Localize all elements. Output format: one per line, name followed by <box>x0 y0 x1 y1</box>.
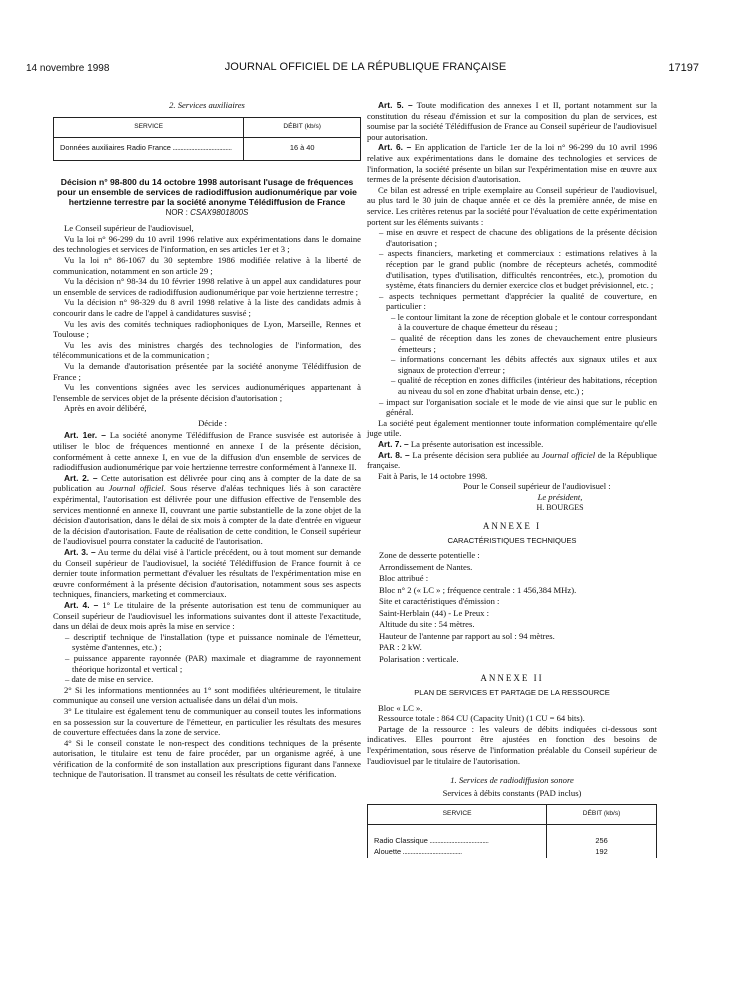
article-8: Art. 8. – La présente décision sera publiée au Journal officiel de la République française. <box>367 449 657 471</box>
table-cell-debit: 256 <box>547 836 657 847</box>
annex-line: PAR : 2 kW. <box>379 642 422 653</box>
bloc-line: Bloc « LC ». <box>378 702 423 713</box>
visa-line: Vu la demande d'autorisation présentée par la société anonyme Télédiffusion de France ; <box>53 360 361 382</box>
partage-paragraph: Partage de la ressource : les valeurs de débits indiquées ci-dessous sont indicatives. Elles pourront être ajustées en fonction des besoins de l'expérimentation, sous réserve de l'information préalable du Conseil supérieur de l'audiovisuel par le titulaire de l'autorisation. <box>367 723 657 766</box>
annex-line: Bloc attribué : <box>379 573 429 584</box>
annex-1-lines <box>379 550 657 665</box>
table-cell-debit: 192 <box>547 847 657 858</box>
annex-1-subtitle: CARACTÉRISTIQUES TECHNIQUES <box>447 535 577 545</box>
article-4-item-3: 3° Le titulaire est également tenu de communiquer au conseil toutes les informations en sa possession sur la couverture de l'émetteur, en particulier les résultats des mesures de couverture effectuées dans la zone de service. <box>53 705 361 738</box>
visa-line: Vu la loi n° 96-299 du 10 avril 1996 relative aux expérimentations dans le domaine des technologies et services de l'information, en ses articles 1er et 3 ; <box>53 233 361 255</box>
article-4: Art. 4. – 1° Le titulaire de la présente autorisation est tenu de communiquer au Conseil supérieur de l'audiovisuel les informations suivantes dont il atteste l'exactitude, dans un délai de deux mois après la mise en service : <box>53 599 361 632</box>
annex-line: Polarisation : verticale. <box>379 653 459 664</box>
article-4-item-2: 2° Si les informations mentionnées au 1° sont modifiées ultérieurement, le titulaire communique au conseil une version actualisée dans un délai d'un mois. <box>53 684 361 706</box>
list-item: – qualité de réception en zones difficiles (intérieur des habitations, réception au niveau du sol en zone d'habitat urbain dense, etc.) ; <box>391 375 657 396</box>
nor-reference: NOR : CSAX9801800S <box>165 207 249 217</box>
article-7: Art. 7. – La présente autorisation est incessible. <box>378 439 544 449</box>
visa-line: Vu la décision n° 98-329 du 8 avril 1998 relative à la liste des candidats admis à concourir dans le cadre de l'appel à candidatures susvisé ; <box>53 297 361 318</box>
header-date: 14 novembre 1998 <box>26 63 110 74</box>
left-column <box>53 100 361 780</box>
annex-2-subtitle: PLAN DE SERVICES ET PARTAGE DE LA RESSOURCE <box>414 687 610 697</box>
section-title: 2. Services auxiliaires <box>169 100 245 110</box>
section-1-title: 1. Services de radiodiffusion sonore <box>450 775 574 786</box>
impact-list <box>367 397 657 418</box>
list-item: – le contour limitant la zone de réception globale et le contour correspondant à la couverture de chaque émetteur du réseau ; <box>391 312 657 333</box>
article-1: Art. 1er. – La société anonyme Télédiffusion de France susvisée est autorisée à utiliser le bloc de fréquences mentionné en annexe I de la présente décision, conformément à cette annexe I, en vue de la diffusion d'un ensemble de services de radiodiffusion audionumérique par voie hertzienne terrestre conformément à l'annexe II. <box>53 430 361 473</box>
decision-title: Décision n° 98-800 du 14 octobre 1998 autorisant l'usage de fréquences pour un ensemble de services de radiodiffusion audionumérique par voie hertzienne terrestre par la société anonyme Télédiffusion de France <box>57 176 357 207</box>
list-item: – puissance apparente rayonnée (PAR) maximale et diagramme de rayonnement théorique horizontal et vertical ; <box>65 653 361 674</box>
list-item: – qualité de réception dans les zones de chevauchement entre plusieurs émetteurs ; <box>391 333 657 354</box>
col-header-debit: DÉBIT (kb/s) <box>244 117 361 137</box>
bilan-paragraph: Ce bilan est adressé en triple exemplaire au Conseil supérieur de l'audiovisuel, au plus tard le 30 juin de chaque année et ce dès la première année, de mise en service. Les critères retenus par la société pour l'évaluation de cette expérimentation portent sur les éléments suivants : <box>367 184 657 227</box>
list-item: – date de mise en service. <box>65 674 361 685</box>
visa-line: Vu les avis des comités techniques radiophoniques de Lyon, Marseille, Rennes et Toulouse ; <box>53 318 361 340</box>
article-2: Art. 2. – Cette autorisation est délivrée pour cinq ans à compter de la date de sa publication au Journal officiel. Sous réserve d'aléas techniques liés à son caractère expérimental, l'autorisation est délivrée pour une diffusion effective de l'ensemble des services mentionné en annexe II, couvrant une partie substantielle de la zone objet de la décision d'autorisation, dans le délai de six mois à compter de la date d'entrée en vigueur de la décision d'autorisation. Faute de réalisation de cette condition, le Conseil supérieur de l'audiovisuel pourra constater la caducité de l'autorisation. <box>53 472 361 547</box>
visa-line: Vu la décision n° 98-34 du 10 février 1998 relative à un appel aux candidatures pour un ensemble de services de radiodiffusion audionumérique par voie hertzienne terrestre ; <box>53 276 361 297</box>
signature-line: Pour le Conseil supérieur de l'audiovisuel : <box>463 481 611 492</box>
annex-line: Site et caractéristiques d'émission : <box>379 596 500 607</box>
list-item: – impact sur l'organisation sociale et le mode de vie ainsi que sur le public en général. <box>379 397 657 418</box>
list-item: – aspects financiers, marketing et commerciaux : estimations relatives à la réception par le grand public (nombre de récepteurs achetés, commodité d'utilisation, types d'utilisation, difficultés rencontrées, etc.), promotion du système, états financiers du dernier exercice clos et budget prévisionnel, etc. ; <box>379 248 657 290</box>
technical-criteria-list <box>367 312 657 397</box>
annex-line: Saint-Herblain (44) - Le Preux : <box>379 607 490 618</box>
visa-line: Vu les avis des ministres chargés des technologies de l'information, des télécommunications et de la communication ; <box>53 339 361 361</box>
table-cell-service: Données auxiliaires Radio France ..... <box>54 137 244 160</box>
visas-list <box>53 223 361 414</box>
annex-line: Bloc n° 2 (« LC » ; fréquence centrale : 1 456,384 MHz). <box>379 584 577 595</box>
header-page-number: 17197 <box>668 62 699 74</box>
list-item: – informations concernant les débits affectés aux signaux utiles et aux signaux de protection d'erreur ; <box>391 354 657 375</box>
col-header-service: SERVICE <box>368 805 547 825</box>
visa-line: Vu les conventions signées avec les services audionumériques appartenant à l'ensemble de services objet de la présente décision d'autorisation ; <box>53 382 361 403</box>
table-cell-service: Radio Classique ..... <box>368 836 547 847</box>
article-3: Art. 3. – Au terme du délai visé à l'article précédent, ou à tout moment sur demande du Conseil supérieur de l'audiovisuel, la société Télédiffusion de France fournit à ce dernier toute information permettant d'évaluer les résultats de l'expérimentation mise en œuvre conformément à la présente décision d'autorisation, notamment sous ses aspects techniques, financiers, marketing et commerciaux. <box>53 547 361 600</box>
mention-paragraph: La société peut également mentionner toute information complémentaire qu'elle juge utile. <box>367 417 657 439</box>
list-item: – descriptif technique de l'installation (type et puissance nominale de l'émetteur, système d'antennes, etc.) ; <box>65 632 361 653</box>
visa-line: Le Conseil supérieur de l'audiovisuel, <box>64 223 194 234</box>
annex-line: Altitude du site : 54 mètres. <box>379 619 475 630</box>
list-item: – aspects techniques permettant d'apprécier la qualité de couverture, en particulier : <box>379 291 657 312</box>
signature-block <box>463 481 657 513</box>
article-5: Art. 5. – Toute modification des annexes I et II, portant notamment sur la constitution du réseau d'émission et sur la composition du plan de services, est soumise par la société Télédiffusion de France au Conseil supérieur de l'audiovisuel pour autorisation. <box>367 100 657 142</box>
page-header <box>0 0 731 80</box>
bilan-criteria-list <box>367 227 657 312</box>
visa-line: Vu la loi n° 86-1067 du 30 septembre 1986 modifiée relative à la liberté de communication, notamment en son article 29 ; <box>53 254 361 276</box>
table-cell-service: Alouette ..... <box>368 847 547 858</box>
annex-line: Zone de desserte potentielle : <box>379 550 480 561</box>
section-1-subtitle: Services à débits constants (PAD inclus) <box>442 787 582 798</box>
annex-line: Arrondissement de Nantes. <box>379 561 473 572</box>
header-journal-title: JOURNAL OFFICIEL DE LA RÉPUBLIQUE FRANÇAISE <box>224 61 507 73</box>
col-header-service: SERVICE <box>54 117 244 137</box>
annex-2-title: ANNEXE II <box>480 673 544 684</box>
article-4-item-4: 4° Si le conseil constate le non-respect des conditions techniques de la présente autorisation, le titulaire est tenu de faire procéder, par un organisme agréé, à une vérification de la conformité de son installation aux prescriptions figurant dans l'annexe technique de l'autorisation. Il transmet au conseil les résultats de cette vérification. <box>53 737 361 780</box>
fait-line: Fait à Paris, le 14 octobre 1998. <box>378 470 488 481</box>
annex-1-title: ANNEXE I <box>482 521 542 532</box>
visa-line: Après en avoir délibéré, <box>64 403 147 414</box>
signature-name: H. BOURGES <box>536 502 584 512</box>
right-column <box>367 100 657 858</box>
article-4-list <box>53 632 361 685</box>
signature-title: Le président, <box>537 491 583 502</box>
article-6: Art. 6. – En application de l'article 1er de la loi n° 96-299 du 10 avril 1996 relative aux expérimentations dans le domaine des technologies et services de l'information, la société présente un bilan sur l'expérimentation mise en œuvre aux termes de la présente décision d'autorisation. <box>367 142 657 185</box>
services-auxiliaires-table <box>53 117 361 161</box>
services-radio-table <box>367 804 657 858</box>
ressource-line: Ressource totale : 864 CU (Capacity Unit) (1 CU = 64 bits). <box>378 713 585 724</box>
table-cell-debit: 16 à 40 <box>244 137 361 160</box>
decide-heading: Décide : <box>198 417 227 428</box>
list-item: – mise en œuvre et respect de chacune des obligations de la présente décision d'autorisation ; <box>379 227 657 248</box>
annex-line: Hauteur de l'antenne par rapport au sol : 94 mètres. <box>379 630 555 641</box>
col-header-debit: DÉBIT (kb/s) <box>547 805 657 825</box>
